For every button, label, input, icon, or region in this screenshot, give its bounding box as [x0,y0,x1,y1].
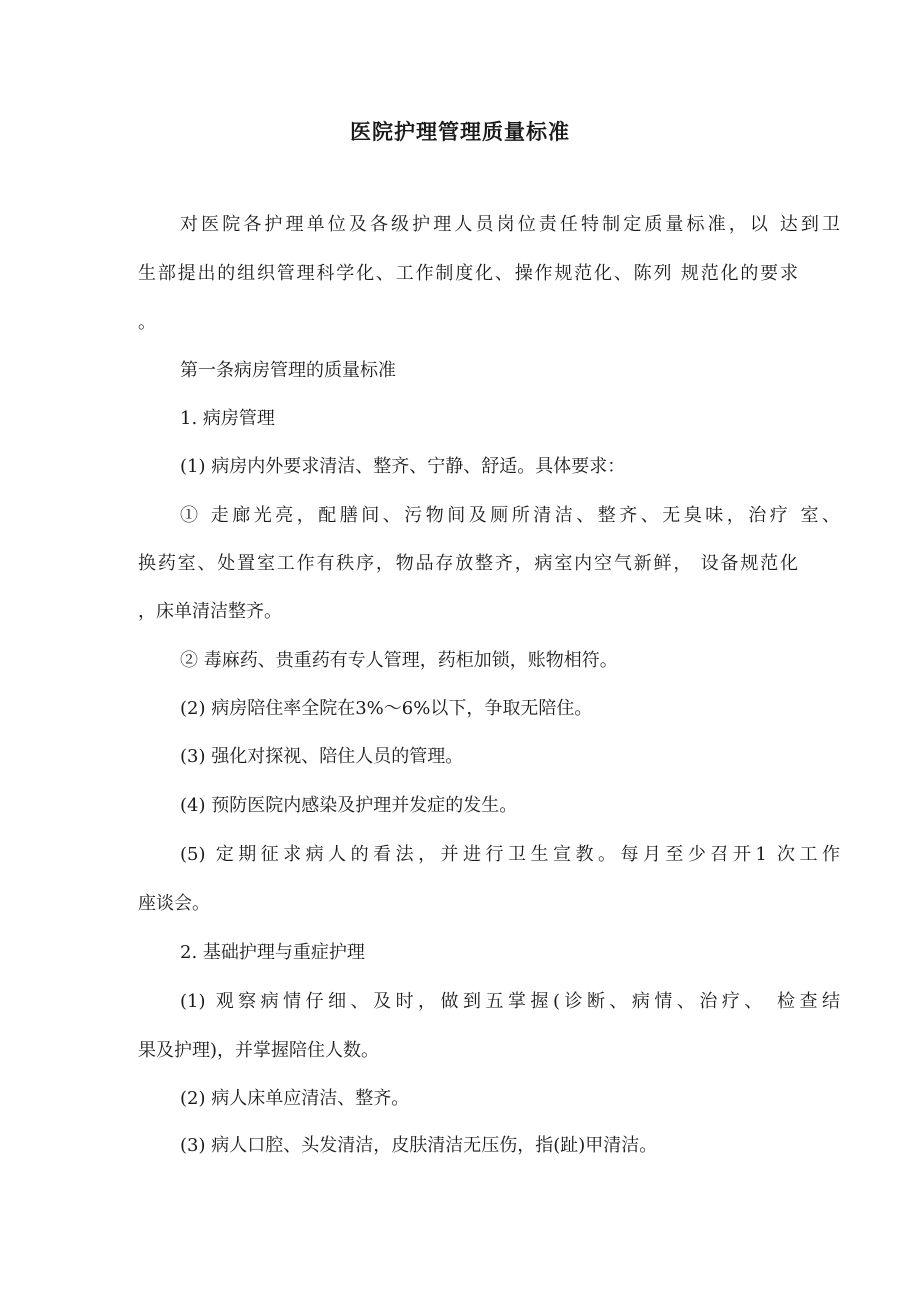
intro-line-3: 。 [138,312,156,333]
section-2-heading: 2. 基础护理与重症护理 [180,942,365,963]
section-1-item-2: (2) 病房陪住率全院在3%〜6%以下，争取无陪住。 [180,698,593,719]
section-1-item-4: (4) 预防医院内感染及护理并发症的发生。 [180,795,518,816]
intro-line-2: 生部提出的组织管理科学化、工作制度化、操作规范化、陈列 规范化的要求 [138,263,798,284]
section-1-item-5-line-2: 座谈会。 [138,893,210,914]
document-title: 医院护理管理质量标准 [350,120,570,144]
section-2-item-2: (2) 病人床单应清洁、整齐。 [180,1088,410,1109]
section-1-sub-1-line-3: ，床单清洁整齐。 [138,601,282,622]
section-1-sub-1-line-1: ① 走廊光亮，配膳间、污物间及厕所清洁、整齐、无臭味，治疗 室、 [180,505,840,526]
section-1-item-3: (3) 强化对探视、陪住人员的管理。 [180,746,464,767]
section-1-item-1: (1) 病房内外要求清洁、整齐、宁静、舒适。具体要求： [180,456,626,477]
intro-line-1: 对医院各护理单位及各级护理人员岗位责任特制定质量标准，以 达到卫 [180,214,840,235]
section-1-sub-2: ② 毒麻药、贵重药有专人管理，药柜加锁，账物相符。 [180,650,618,671]
section-2-item-1-line-1: (1) 观察病情仔细、及时，做到五掌握(诊断、病情、治疗、 检查结 [180,991,840,1012]
article-1-heading: 第一条病房管理的质量标准 [180,360,396,381]
section-1-item-5-line-1: (5) 定期征求病人的看法，并进行卫生宣教。每月至少召开1 次工作 [180,844,840,865]
section-2-item-1-line-2: 果及护理)，并掌握陪住人数。 [138,1040,380,1061]
section-1-sub-1-line-2: 换药室、处置室工作有秩序，物品存放整齐，病室内空气新鲜， 设备规范化 [138,553,798,574]
section-2-item-3: (3) 病人口腔、头发清洁，皮肤清洁无压伤，指(趾)甲清洁。 [180,1135,658,1156]
section-1-heading: 1. 病房管理 [180,408,275,429]
